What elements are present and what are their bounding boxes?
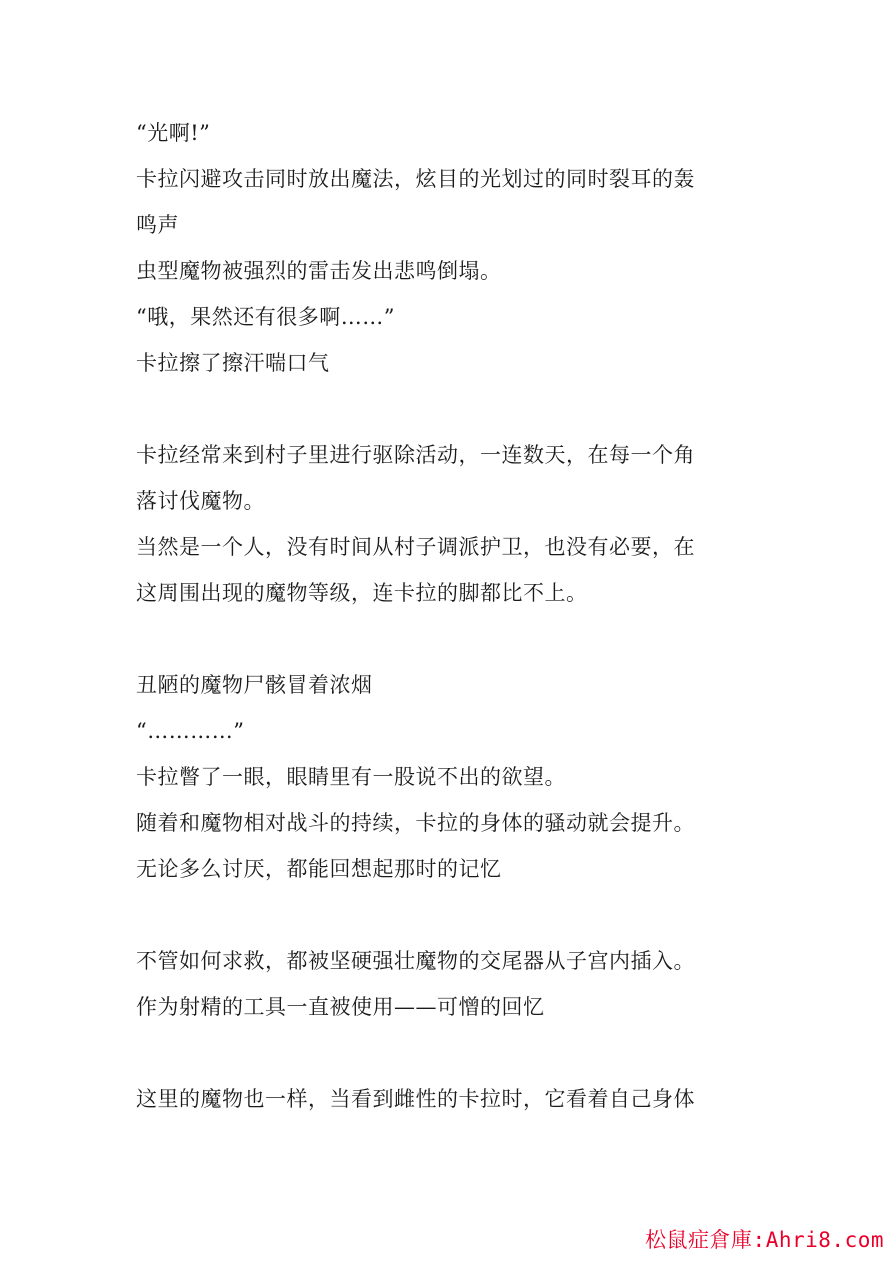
text-line: 鸣声 [136,213,179,237]
blank-line [136,1030,776,1076]
blank-line [136,616,776,662]
text-line: 当然是一个人，没有时间从村子调派护卫，也没有必要，在 [136,535,695,559]
text-line: 随着和魔物相对战斗的持续，卡拉的身体的骚动就会提升。 [136,811,695,835]
text-line: “…………” [136,719,245,743]
text-line: 落讨伐魔物。 [136,489,265,513]
text-line: 卡拉经常来到村子里进行驱除活动，一连数天，在每一个角 [136,443,695,467]
blank-line [136,892,776,938]
text-line: 卡拉瞥了一眼，眼睛里有一股说不出的欲望。 [136,765,566,789]
text-line: 不管如何求救，都被坚硬强壮魔物的交尾器从子宫内插入。 [136,949,695,973]
text-line: 作为射精的工具一直被使用——可憎的回忆 [136,995,545,1019]
text-line: 这里的魔物也一样，当看到雌性的卡拉时，它看着自己身体 [136,1087,695,1111]
text-line: 无论多么讨厌，都能回想起那时的记忆 [136,857,502,881]
watermark-link[interactable]: 松鼠症倉庫:Ahri8.com [645,1228,884,1252]
text-line: 虫型魔物被强烈的雷击发出悲鸣倒塌。 [136,259,502,283]
text-line: 卡拉闪避攻击同时放出魔法，炫目的光划过的同时裂耳的轰 [136,167,695,191]
text-line: “光啊!” [136,121,211,145]
body-text [136,110,776,1122]
text-line: “哦，果然还有很多啊……” [136,305,395,329]
text-line: 卡拉擦了擦汗喘口气 [136,351,330,375]
blank-line [136,386,776,432]
text-line: 这周围出现的魔物等级，连卡拉的脚都比不上。 [136,581,588,605]
text-line: 丑陋的魔物尸骸冒着浓烟 [136,673,373,697]
